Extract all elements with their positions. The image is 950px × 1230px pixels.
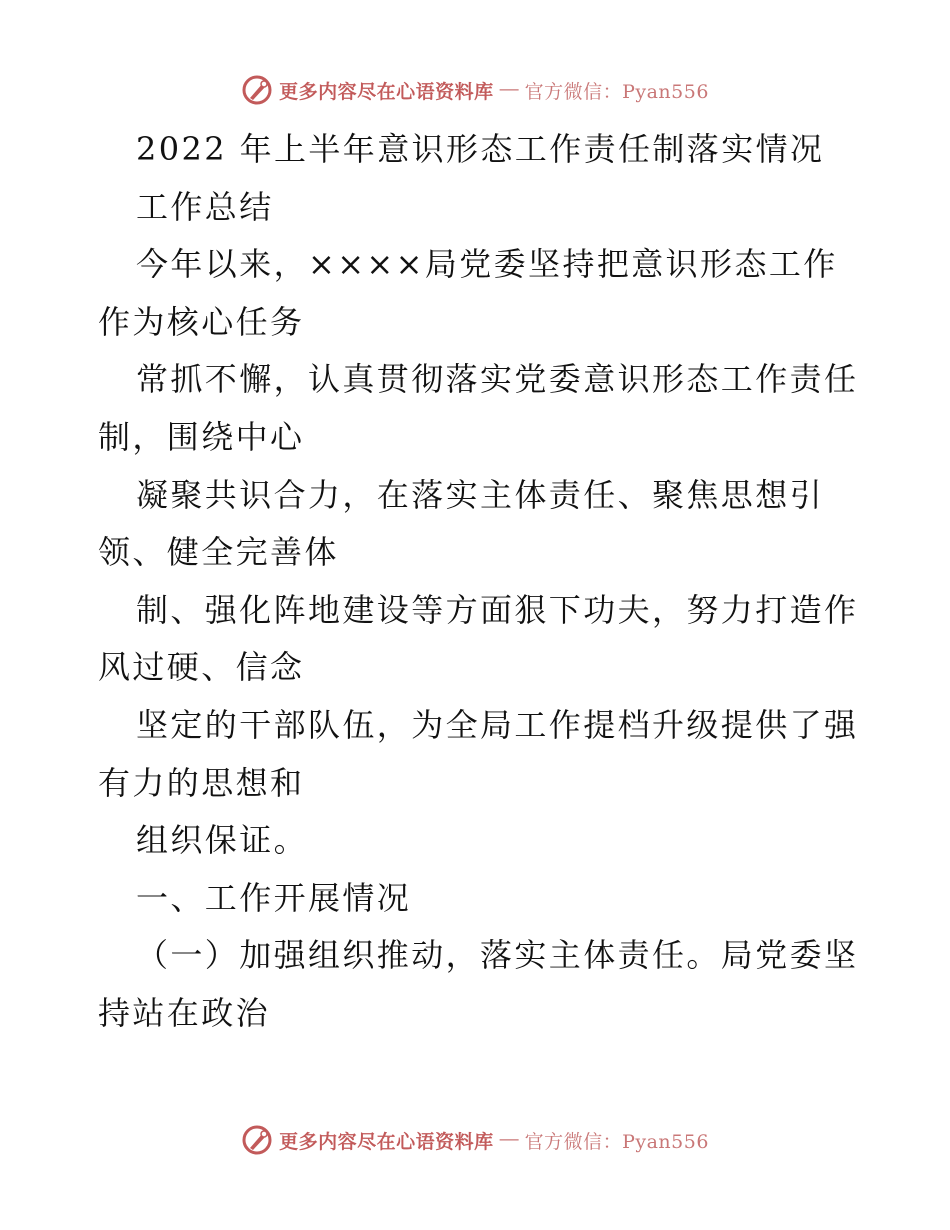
paragraph-line: 坚定的干部队伍，为全局工作提档升级提供了强: [136, 705, 859, 744]
promo-text: 更多内容尽在心语资料库: [279, 1130, 494, 1153]
paragraph-line: 凝聚共识合力，在落实主体责任、聚焦思想引: [136, 475, 825, 514]
paragraph-line: 组织保证。: [136, 821, 309, 860]
wechat-contact: 官方微信：Pyan556: [524, 80, 709, 103]
paragraph-line: 领、健全完善体: [98, 533, 339, 572]
wechat-contact: 官方微信：Pyan556: [524, 1130, 709, 1153]
separator-dash: —: [499, 1129, 519, 1150]
header-watermark-banner: [0, 70, 950, 110]
promo-text: 更多内容尽在心语资料库: [279, 80, 494, 103]
footer-watermark-banner: [0, 1120, 950, 1160]
paragraph-line: 持站在政治: [98, 993, 271, 1032]
paragraph-line: 作为核心任务: [98, 302, 305, 341]
paragraph-line: 制，围绕中心: [98, 417, 305, 456]
document-title-line-2: 工作总结: [136, 187, 274, 226]
paragraph-line: （一）加强组织推动，落实主体责任。局党委坚: [136, 936, 859, 975]
paragraph-line: 今年以来，××××局党委坚持把意识形态工作: [136, 245, 838, 284]
separator-dash: —: [499, 79, 519, 100]
pen-logo-icon: [241, 74, 273, 106]
document-body: [98, 121, 858, 1043]
section-heading: 一、工作开展情况: [136, 878, 412, 917]
pen-logo-icon: [241, 1124, 273, 1156]
paragraph-line: 有力的思想和: [98, 763, 305, 802]
paragraph-line: 常抓不懈，认真贯彻落实党委意识形态工作责任: [136, 360, 859, 399]
document-title-line-1: 2022 年上半年意识形态工作责任制落实情况: [136, 130, 825, 168]
paragraph-line: 风过硬、信念: [98, 648, 305, 687]
paragraph-line: 制、强化阵地建设等方面狠下功夫，努力打造作: [136, 590, 859, 629]
